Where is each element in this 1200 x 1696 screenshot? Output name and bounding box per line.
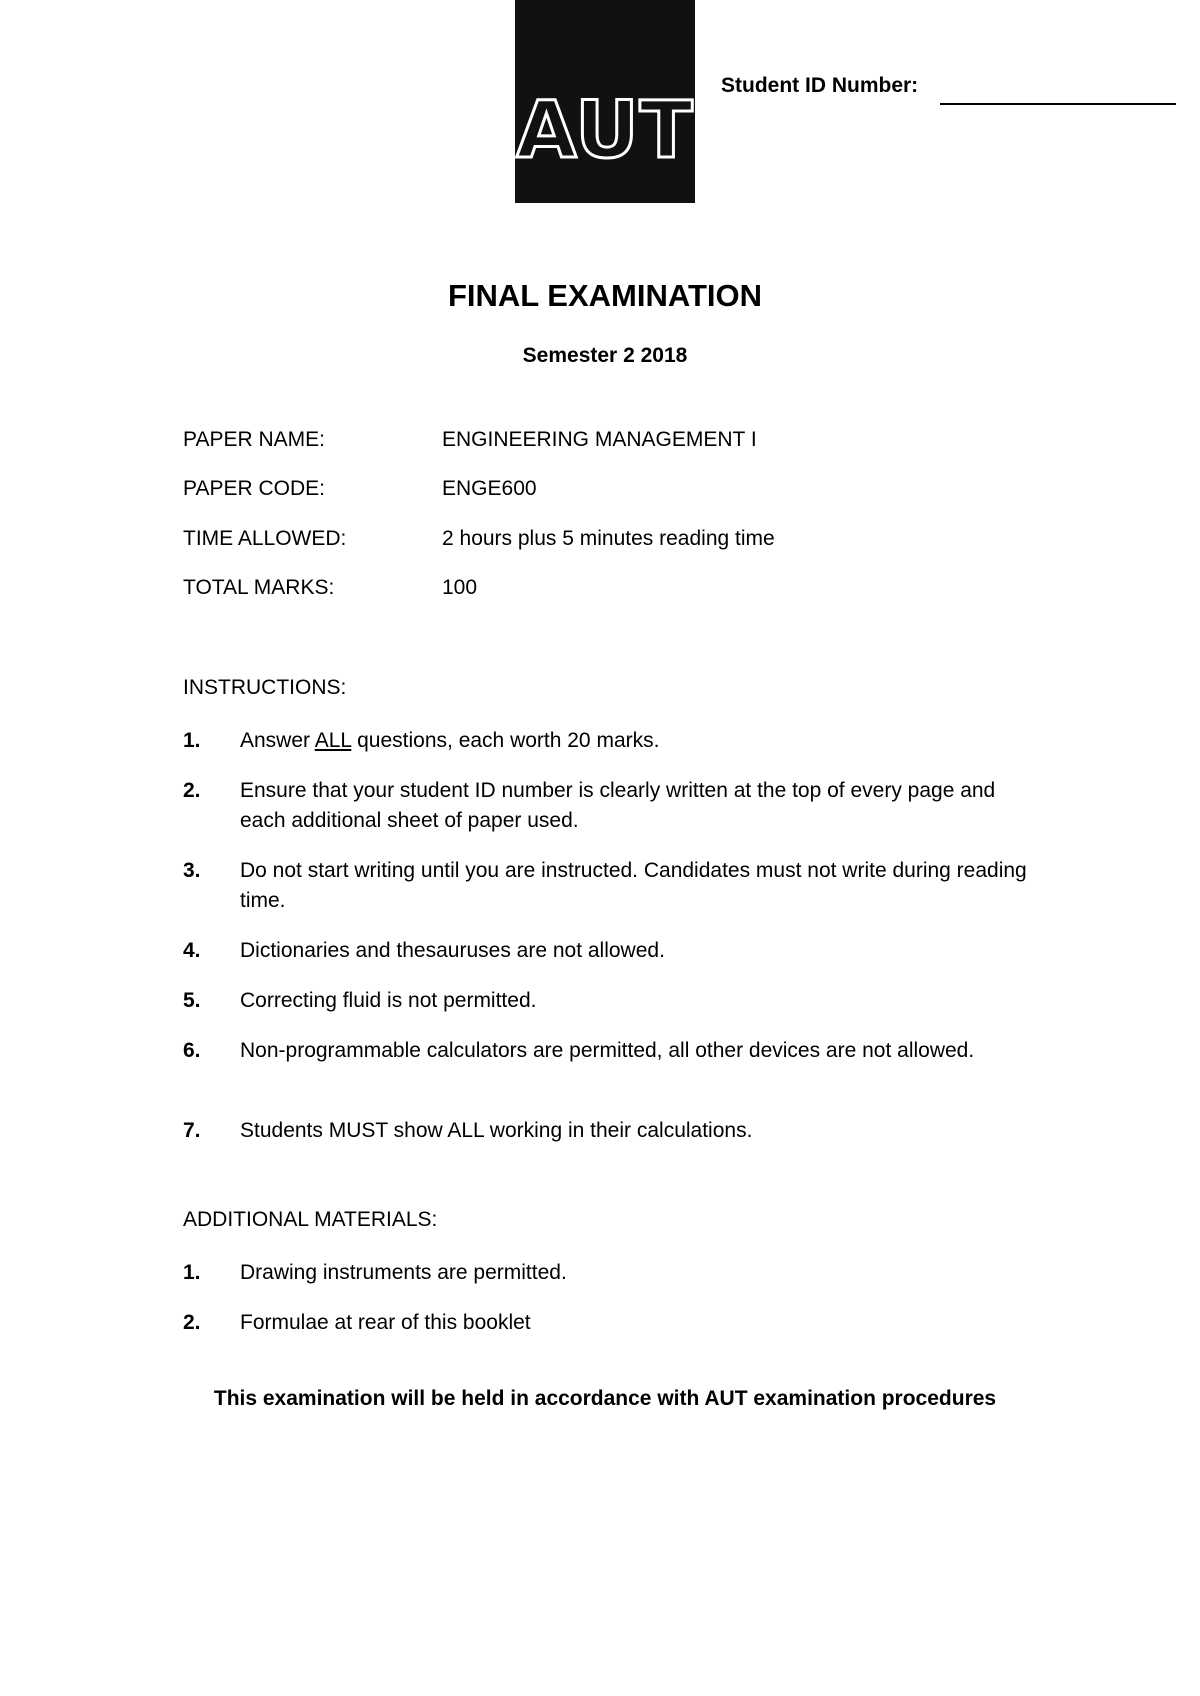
material-text: Drawing instruments are permitted. <box>240 1261 567 1284</box>
total-marks-label: TOTAL MARKS: <box>183 576 335 599</box>
procedures-note: This examination will be held in accordance with AUT examination procedures <box>213 1387 997 1410</box>
instruction-number: 7. <box>183 1119 201 1142</box>
instruction-text: Dictionaries and thesauruses are not allowed. <box>240 939 665 962</box>
instruction-text: Non-programmable calculators are permitted, all other devices are not allowed. <box>240 1039 975 1062</box>
student-id-label: Student ID Number: <box>721 74 919 97</box>
material-number: 1. <box>183 1261 201 1284</box>
time-allowed-label: TIME ALLOWED: <box>183 527 347 550</box>
instruction-number: 2. <box>183 779 201 802</box>
instruction-text-pre: Answer <box>240 729 315 752</box>
instruction-emphasis: ALL <box>314 729 352 752</box>
instruction-text: Students MUST show ALL working in their calculations. <box>240 1119 753 1142</box>
total-marks-value: 100 <box>442 576 478 599</box>
instruction-number: 1. <box>183 729 201 752</box>
material-text: Formulae at rear of this booklet <box>240 1311 531 1334</box>
instructions-heading: INSTRUCTIONS: <box>183 676 347 699</box>
instruction-text <box>240 726 1040 756</box>
time-allowed-value: 2 hours plus 5 minutes reading time <box>442 527 775 550</box>
instruction-number: 3. <box>183 859 201 882</box>
instruction-text: Do not start writing until you are instructed. Candidates must not write during reading time. <box>240 859 1027 912</box>
instruction-text: Correcting fluid is not permitted. <box>240 989 537 1012</box>
semester-label: Semester 2 2018 <box>522 344 688 367</box>
logo-text: AUT <box>516 86 694 176</box>
material-number: 2. <box>183 1311 201 1334</box>
paper-name-value: ENGINEERING MANAGEMENT I <box>442 428 757 451</box>
exam-title: FINAL EXAMINATION <box>447 278 762 313</box>
paper-name-label: PAPER NAME: <box>183 428 325 451</box>
paper-code-label: PAPER CODE: <box>183 477 325 500</box>
instruction-number: 5. <box>183 989 201 1012</box>
student-id-field-line <box>940 103 1176 105</box>
paper-code-value: ENGE600 <box>442 477 537 500</box>
instruction-number: 6. <box>183 1039 201 1062</box>
instruction-text-post: questions, each worth 20 marks. <box>351 729 660 752</box>
aut-logo <box>515 0 695 203</box>
additional-materials-heading: ADDITIONAL MATERIALS: <box>183 1208 438 1231</box>
instruction-number: 4. <box>183 939 201 962</box>
instruction-text: Ensure that your student ID number is clearly written at the top of every page and each additional sheet of paper used. <box>240 779 996 832</box>
